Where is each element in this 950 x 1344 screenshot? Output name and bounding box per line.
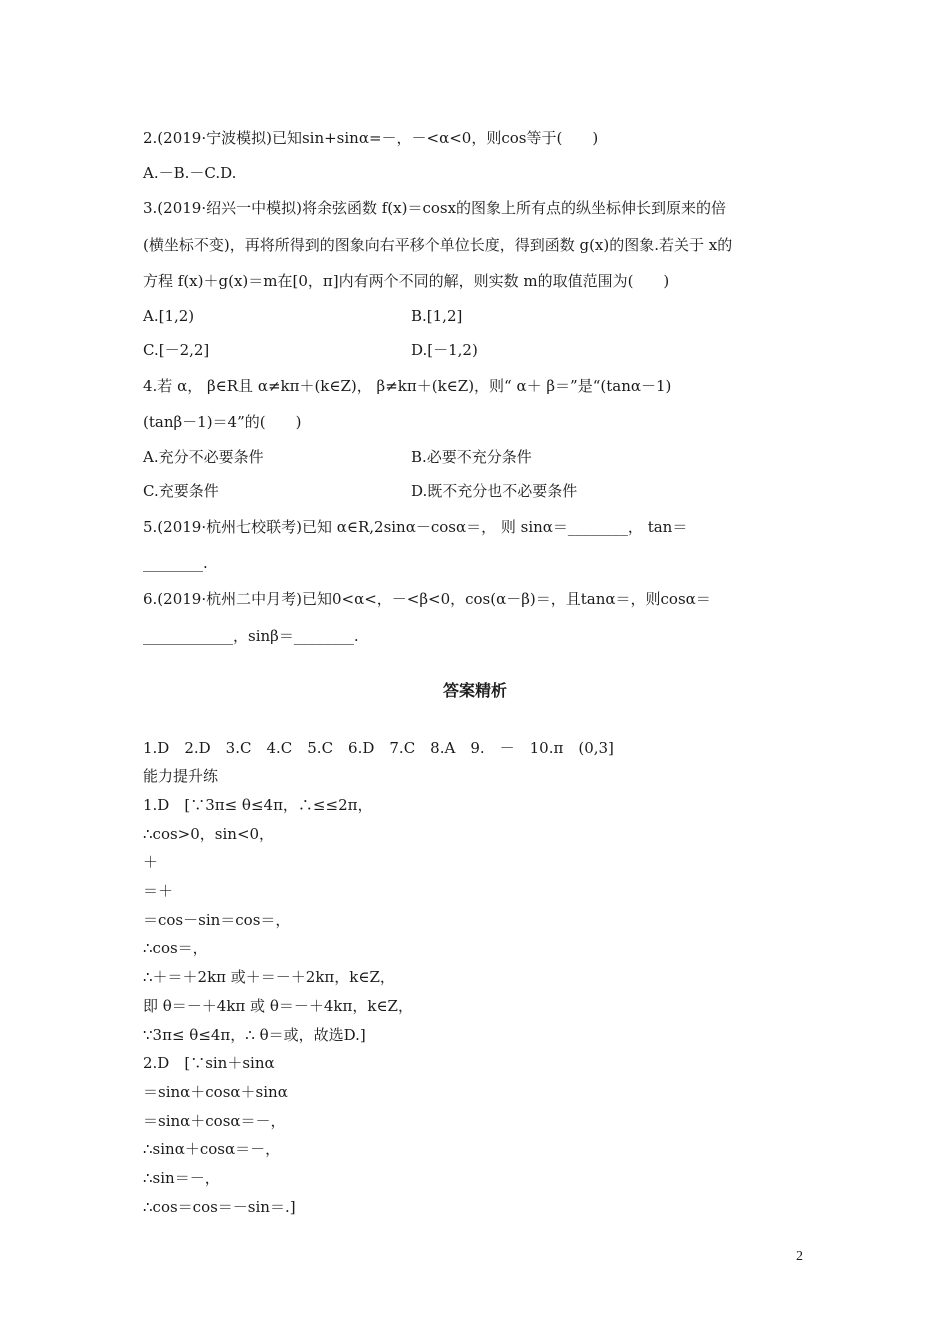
question-3-option-c: C.[－2,2] (143, 341, 210, 359)
question-4-option-b: B.必要不充分条件 (411, 448, 532, 466)
question-4-option-a: A.充分不必要条件 (143, 448, 264, 466)
solution-line: ∴cos＝， (143, 939, 208, 957)
question-3-option-d: D.[－1,2) (411, 341, 478, 359)
page-number: 2 (796, 1249, 803, 1264)
question-3-option-a: A.[1,2) (143, 307, 195, 325)
question-4-option-d: D.既不充分也不必要条件 (411, 482, 578, 500)
question-6-line-1: 6.(2019·杭州二中月考)已知0<α<，－<β<0，cos(α－β)＝，且tanα＝，则cosα＝ (143, 590, 711, 608)
solution-line: ∴cos＝cos＝－sin＝.] (143, 1198, 296, 1216)
question-2-options: A.－B.－C.D. (143, 164, 237, 182)
question-3-option-b: B.[1,2] (411, 307, 463, 325)
question-6-line-2: ____________，sinβ＝________. (143, 627, 359, 645)
solution-line: ∴cos>0，sin<0， (143, 825, 275, 843)
question-2-stem: 2.(2019·宁波模拟)已知sin+sinα=－，－<α<0，则cos等于( ) (143, 129, 599, 147)
question-3-line-2: (横坐标不变)，再将所得到的图象向右平移个单位长度，得到函数 g(x)的图象.若关于 x的 (143, 236, 733, 254)
question-4-line-2: (tanβ－1)＝4”的( ) (143, 413, 302, 431)
question-4-option-c: C.充要条件 (143, 482, 219, 500)
answer-key-line: 1.D 2.D 3.C 4.C 5.C 6.D 7.C 8.A 9. － 10.π (0,3] (143, 739, 614, 757)
solution-line: ∴sinα＋cosα＝－， (143, 1140, 281, 1158)
solution-line: ＝sinα＋cosα＝－， (143, 1112, 286, 1130)
solution-line: ＝＋ (143, 882, 174, 900)
answers-title: 答案精析 (442, 681, 507, 700)
question-5-line-2: ________. (143, 554, 208, 572)
section-heading: 能力提升练 (143, 767, 219, 785)
solution-line: ＝cos－sin＝cos＝， (143, 911, 291, 929)
solution-line: ∴＋＝＋2kπ 或＋＝－＋2kπ，k∈Z， (143, 968, 395, 986)
question-3-line-3: 方程 f(x)＋g(x)＝m在[0，π]内有两个不同的解，则实数 m的取值范围为( ) (143, 272, 670, 290)
solution-line: ∴sin＝－， (143, 1169, 220, 1187)
solution-line: ∵3π≤ θ≤4π，∴ θ＝或，故选D.] (143, 1026, 366, 1044)
question-4-line-1: 4.若 α， β∈R且 α≠kπ＋(k∈Z)， β≠kπ＋(k∈Z)，则“ α＋ β＝”是“(tanα－1) (143, 377, 672, 395)
solution-line: 即 θ＝－＋4kπ 或 θ＝－＋4kπ，k∈Z， (143, 997, 413, 1015)
solution-line: 1.D [∵3π≤ θ≤4π，∴≤≤2π， (143, 796, 373, 814)
solution-line: 2.D [∵sin＋sinα (143, 1054, 275, 1072)
solution-line: ＝sinα＋cosα＋sinα (143, 1083, 288, 1101)
solution-line: ＋ (143, 853, 159, 871)
question-5-line-1: 5.(2019·杭州七校联考)已知 α∈R,2sinα－cosα＝， 则 sinα＝________， tan＝ (143, 518, 688, 536)
question-3-line-1: 3.(2019·绍兴一中模拟)将余弦函数 f(x)＝cosx的图象上所有点的纵坐标伸长到原来的倍 (143, 199, 727, 217)
